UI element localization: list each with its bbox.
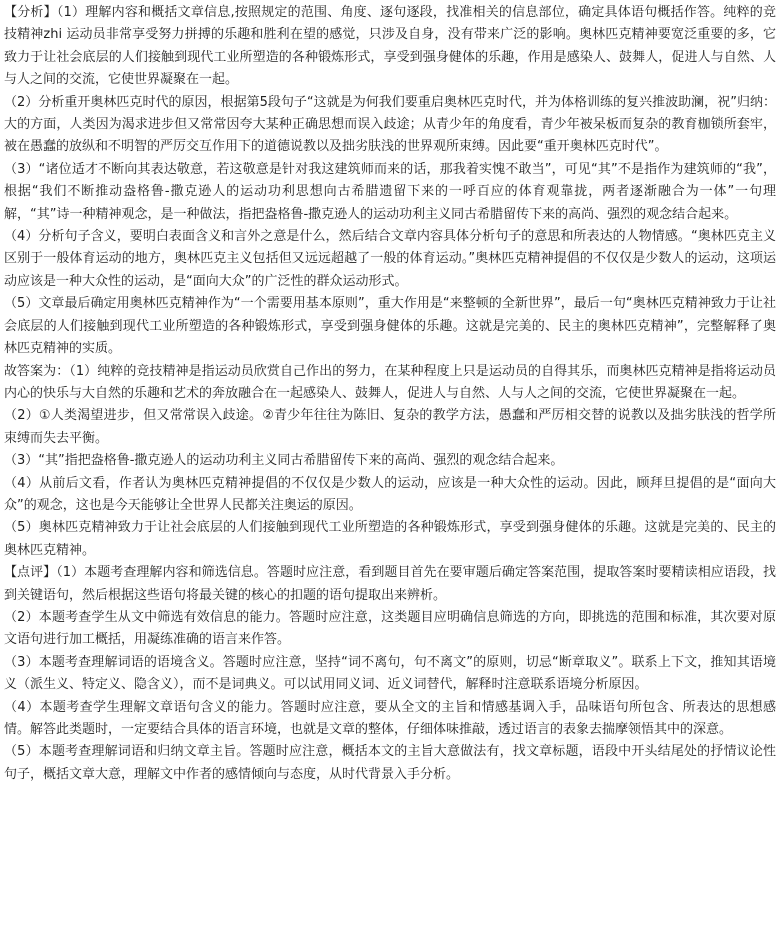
- analysis-paragraph-2: （2）分析重开奥林匹克时代的原因，根据第5段句子“这就是为何我们要重启奥林匹克时代，并为体格训练的复兴推波助澜，祝”归纳：大的方面，人类因为渴求进步但又常常因夸大某种正确思想而误入歧途；从青少年的角度看，青少年被呆板而复杂的教育枷锁所套牢，被在愚蠢的放纵和不明智的严厉交互作用下的道德说教以及拙劣肤浅的世界观所束缚。因此要“重开奥林匹克时代”。: [4, 94, 776, 155]
- analysis-paragraph-5: （5）文章最后确定用奥林匹克精神作为“一个需要用基本原则”，重大作用是“来整顿的全新世界”，最后一句“奥林匹克精神致力于让社会底层的人们接触到现代工业所塑造的各种锻炼形式，享受到强身健体的乐趣。这就是完美的、民主的奥林匹克精神”，完整解释了奥林匹克精神的实质。: [4, 296, 776, 357]
- answer-paragraph-4: （4）从前后文看，作者认为奥林匹克精神提倡的不仅仅是少数人的运动，应该是一种大众性的运动。因此，顾拜旦提倡的是“面向大众”的观念，这也是今天能够让全世界人民都关注奥运的原因。: [4, 475, 776, 513]
- analysis-paragraph-4: （4）分析句子含义，要明白表面含义和言外之意是什么，然后结合文章内容具体分析句子的意思和所表达的人物情感。“奥林匹克主义区别于一般体育运动的地方，奥林匹克主义包括但又远远超越了一般的体育运动。”奥林匹克精神提倡的不仅仅是少数人的运动，这项运动应该是一种大众性的运动，是“面向大众”的广泛性的群众运动形式。: [4, 229, 776, 289]
- answer-paragraph-3: （3）“其”指把盎格鲁-撒克逊人的运动功利主义同古希腊留传下来的高尚、强烈的观念结合起来。: [4, 453, 564, 469]
- answer-paragraph-1: 故答案为：（1）纯粹的竞技精神是指运动员欣赏自己作出的努力，在某种程度上只是运动员的自得其乐，而奥林匹克精神是指将运动员内心的快乐与大自然的乐趣和艺术的奔放融合在一起感染人、鼓舞人，促进人与自然、人与人之间的交流，它使世界凝聚在一起。: [4, 363, 776, 401]
- comment-paragraph-2: （2）本题考查学生从文中筛选有效信息的能力。答题时应注意，这类题目应明确信息筛选的方向，即挑选的范围和标准，其次要对原文语句进行加工概括，用凝练准确的语言来作答。: [4, 609, 776, 648]
- analysis-paragraph-1: 【分析】（1）理解内容和概括文章信息,按照规定的范围、角度、逐句逐段，找准相关的信息部位，确定具体语句概括作答。纯粹的竞技精神zhi 运动员非常享受努力拼搏的乐趣和胜利在望的感觉，只涉及自身，没有带来广泛的影响。奥林匹克精神要宽泛重要的多，它致力于让社会底层的人们接触到现代工业所塑造的各种锻炼形式，享受到强身健体的乐趣，作用是感染人、鼓舞人，促进人与自然、人与人之间的交流，它使世界凝聚在一起。: [4, 5, 776, 88]
- comment-paragraph-5: （5）本题考查理解词语和归纳文章主旨。答题时应注意，概括本文的主旨大意做法有，找文章标题，语段中开头结尾处的抒情议论性句子，概括文章大意，理解文中作者的感情倾向与态度，从时代背景入手分析。: [4, 744, 776, 782]
- analysis-paragraph-3: （3）“诸位适才不断向其表达敬意，若这敬意是针对我这建筑师而来的话，那我着实愧不敢当”，可见“其”不是指作为建筑师的“我”，根据“我们不断推动盎格鲁-撒克逊人的运动功利思想向古希腊遗留下来的一呼百应的体育观靠拢，两者逐渐融合为一体”一句理解，“其”诗一种精神观念，是一种做法，指把盎格鲁-撒克逊人的运动功利主义同古希腊留传下来的高尚、强烈的观念结合起来。: [4, 161, 776, 222]
- answer-paragraph-5: （5）奥林匹克精神致力于让社会底层的人们接触到现代工业所塑造的各种锻炼形式，享受到强身健体的乐趣。这就是完美的、民主的奥林匹克精神。: [4, 520, 776, 558]
- comment-paragraph-3: （3）本题考查理解词语的语境含义。答题时应注意，坚持“词不离句，句不离文”的原则，切忌“断章取义”。联系上下文，推知其语境义（派生义、特定义、隐含义），而不是词典义。可以试用同义词、近义词替代，解释时注意联系语境分析原因。: [4, 654, 776, 693]
- comment-paragraph-1: 【点评】（1）本题考查理解内容和筛选信息。答题时应注意，看到题目首先在要审题后确定答案范围，提取答案时要精读相应语段，找到关键语句，然后根据这些语句将最关键的核心的扣题的语句提取出来辨析。: [4, 565, 776, 603]
- comment-paragraph-4: （4）本题考查学生理解文章语句含义的能力。答题时应注意，要从全文的主旨和情感基调入手，品味语句所包含、所表达的思想感情。解答此类题时，一定要结合具体的语言环境，也就是文章的整体，仔细体味推敲，透过语言的表象去揣摩领悟其中的深意。: [4, 699, 776, 737]
- answer-paragraph-2: （2）①人类渴望进步，但又常常误入歧途。②青少年往往为陈旧、复杂的教学方法，愚蠢和严厉相交替的说教以及拙劣肤浅的哲学所束缚而失去平衡。: [4, 408, 776, 446]
